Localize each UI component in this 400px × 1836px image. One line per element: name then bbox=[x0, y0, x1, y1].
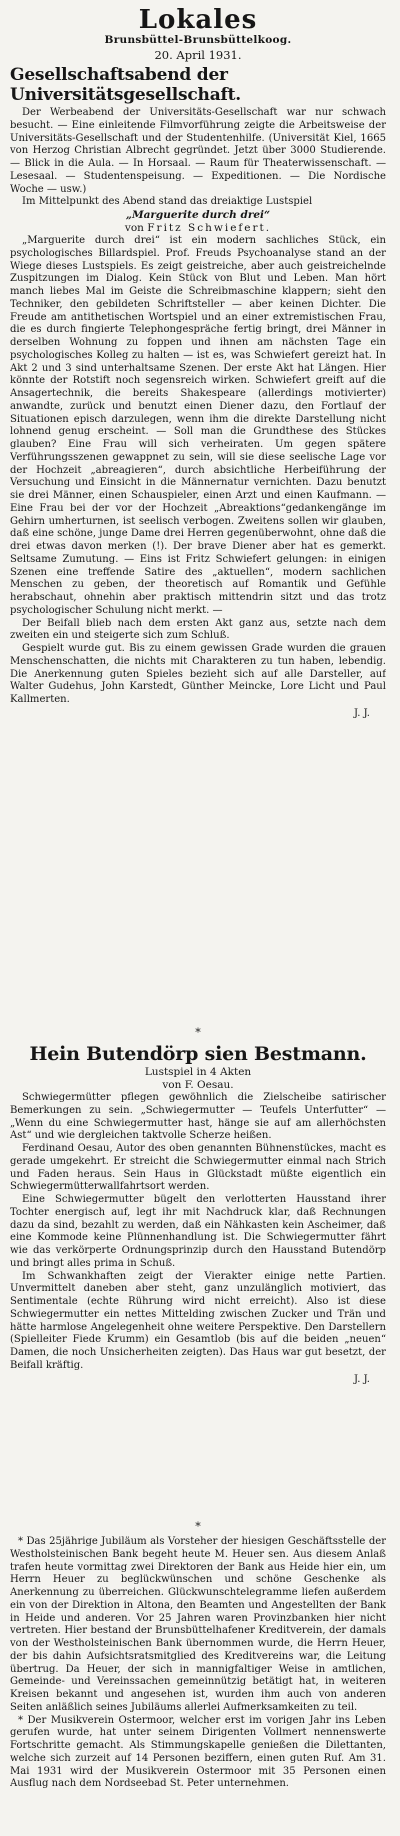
byline-prefix: von bbox=[124, 222, 144, 234]
article-paragraph: Ferdinand Oesau, Autor des oben genannten Bühnenstückes, macht es gerade umgekehrt. Er streicht die Schwiegermutter einmal nach Strich und Faden heraus. Sein Haus in Glückstadt müßte eigentlich ein Schwiegermütterwallfahrtsort werden. bbox=[10, 1143, 386, 1193]
article-universitaetsgesellschaft bbox=[10, 62, 386, 1024]
article-paragraph: Im Schwankhaften zeigt der Vierakter einige nette Partien. Unvermittelt daneben aber steht, ganz unzulänglich motiviert, das Sentimentale (echte Rührung wird nicht erreicht). Also ist diese Schwiegermutter ein nettes Mittelding zwischen Zucker und Trän und hätte harmlose Angelegenheit ohne weitere Perspektive. Den Darstellern (Spielleiter Fiede Krumm) ein Gesamtlob (bis auf die beiden „neuen“ Damen, die noch Unsicherheiten zeigten). Das Haus war gut besetzt, der Beifall kräftig. bbox=[10, 1270, 386, 1371]
article-paragraph: Eine Schwiegermutter bügelt den verlotterten Hausstand ihrer Tochter energisch auf, legt ihr mit Nachdruck klar, daß Rechnungen dazu da sind, bezahlt zu werden, daß ein Nähkasten kein Ascheimer, daß eine Kommode keine Plünnenhandlung ist. Die Schwiegermutter fährt wie das verkörperte Ordnungsprinzip durch den Hausstand Butendörp und bringt alles prima in Schuß. bbox=[10, 1194, 386, 1269]
article-paragraph: „Marguerite durch drei“ ist ein modern sachliches Stück, ein psychologisches Billardspiel. Prof. Freuds Psychoanalyse stand an der Wiege dieses Lustspiels. Es zeigt geistreiche, aber auch geistreichelnde Zuspitzungen im Dialog. Kein Stück von Blut und Leben. Man hört manch liebes Mal im Geiste die Schreibmaschine klappern; sieht den Techniker, den gebildeten Schriftsteller — aber keinen Dichter. Die Freude am antithetischen Wortspiel und an einer extremistischen Frau, die es durch fingierte Telephongespräche fertig bringt, drei Männer in derselben Wohnung zu foppen und ihnen am nächsten Tage ein psychologisches Kolleg zu halten — ist es, was Schwiefert gereizt hat. In Akt 2 und 3 sind unterhaltsame Szenen. Der erste Akt hat Längen. Hier könnte der Rotstift noch segensreich wirken. Schwiefert greift auf die Ansagertechnik, die bereits Shakespeare (allerdings motivierter) anwandte, zurück und benutzt einen Diener dazu, den Fortlauf der Situationen episch darzulegen, wenn ihm die direkte Darstellung nicht lohnend genug erscheint. — Soll man die Grundthese des Stückes glauben? Eine Frau will sich verheiraten. Um gegen spätere Verführungsszenen gewappnet zu sein, will sie diese seelische Lage vor der Hochzeit „abreagieren“, durch absichtliche Herbeiführung der Versuchung und Einsicht in die Männernatur vernichten. Dazu benutzt sie drei Männer, einen Schauspieler, einen Arzt und einen Kaufmann. — Eine Frau bei der vor der Hochzeit „Abreaktions“gedankengänge im Gehirn umherturnen, ist seelisch verbogen. Zweitens sollen wir glauben, daß eine schöne, junge Dame drei Herren gegenüberwohnt, ohne daß die drei etwas davon merken (!). Der brave Diener aber hat es gemerkt. Seltsame Zumutung. — Eins ist Fritz Schwiefert gelungen: in einigen Szenen eine treffende Satire des „aktuellen“, modern sachlichen Menschen zu geben, der theoretisch auf Romantik und Gefühle herabschaut, ohnehin aber praktisch mittendrin sitzt und das trotz psychologischer Schulung nicht merkt. — bbox=[10, 235, 386, 616]
article-headline: Gesellschaftsabend der Universitätsgesellschaft. bbox=[10, 65, 241, 105]
article-paragraph: Gespielt wurde gut. Bis zu einem gewissen Grade wurden die grauen Menschenschatten, die nichts mit Charakteren zu tun haben, lebendig. Die Anerkennung guten Spieles bezieht sich auf alle Darsteller, auf Walter Gudehus, John Karstedt, Günther Meincke, Lore Licht und Paul Kallmerten. bbox=[10, 643, 386, 705]
masthead bbox=[10, 6, 386, 62]
notice-musikverein: * Der Musikverein Ostermoor, welcher erst im vorigen Jahr ins Leben gerufen wurde, hat unter seinem Dirigenten Vollmert nennenswerte Fortschritte gemacht. Als Stimmungskapelle genießen die Dilettanten, welche sich zurzeit auf 14 Personen beziffern, einen guten Ruf. Am 31. Mai 1931 wird der Musikverein Ostermoor mit 35 Personen einen Ausflug nach dem Nordseebad St. Peter unternehmen. bbox=[10, 1714, 386, 1790]
play-byline bbox=[10, 222, 386, 235]
play-subtitle: Lustspiel in 4 Akten bbox=[144, 1066, 252, 1078]
author-signature: J. J. bbox=[353, 707, 370, 719]
article-paragraph: Der Werbeabend der Universitäts-Gesellschaft war nur schwach besucht. — Eine einleitende Filmvorführung zeigte die Arbeitsweise der Universitäts-Gesellschaft und der Studentenhilfe. (Universität Kiel, 1665 von Herzog Christian Albrecht gegründet. Jetzt über 3000 Studierende. — Blick in die Aula. — In Horsaal. — Raum für Theaterwissenschaft. — Lesesaal. — Studentenspeisung. — Expeditionen. — Die Nordische Woche — usw.) bbox=[10, 107, 386, 195]
article-paragraph: Schwiegermütter pflegen gewöhnlich die Zielscheibe satirischer Bemerkungen zu sein. „Schwiegermutter — Teufels Unterfutter“ — „Wenn du eine Schwiegermutter hast, hänge sie auf am allerhöchsten Ast“ und wie dergleichen taktvolle Scherze heißen. bbox=[10, 1092, 386, 1142]
divider-asterisk: * bbox=[195, 1026, 201, 1039]
article-paragraph: Im Mittelpunkt des Abend stand das dreiaktige Lustspiel bbox=[22, 196, 313, 208]
section-title: Lokales bbox=[138, 5, 258, 35]
article-headline: Hein Butendörp sien Bestmann. bbox=[29, 1043, 367, 1065]
article-butendoerp bbox=[10, 1042, 386, 1518]
locality-line: Brunsbüttel-Brunsbüttelkoog. bbox=[104, 34, 292, 46]
issue-date: 20. April 1931. bbox=[154, 48, 242, 62]
play-byline: von F. Oesau. bbox=[162, 1079, 234, 1091]
notice-bank-jubilee: * Das 25jährige Jubiläum als Vorsteher der hiesigen Geschäftsstelle der Westholsteinischen Bank begeht heute M. Heuer sen. Aus diesem Anlaß trafen heute vormittag zwei Direktoren der Bank aus Heide hier ein, um Herrn Heuer zu beglückwünschen und schöne Geschenke als Anerkennung zu überreichen. Glückwunschtelegramme liefen außerdem ein von der Direktion in Altona, den Beamten und Angestellten der Bank in Heide und anderen. Vor 25 Jahren waren Provinzbanken hier nicht vertreten. Hier bestand der Brunsbüttelhafener Kreditverein, der damals von der Westholsteinischen Bank übernommen wurde, die Herrn Heuer, der bis dahin Aufsichtsratsmitglied des Kreditvereins war, die Leitung übertrug. Da Heuer, der sich in mannigfaltiger Weise in amtlichen, Gemeinde- und Vereinssachen gemeinnützig betätigt hat, in weiteren Kreisen bekannt und angesehen ist, wurden ihm auch von anderen Seiten anläßlich seines Jubiläums allerlei Aufmerksamkeiten zu teil. bbox=[10, 1536, 386, 1713]
article-paragraph: Der Beifall blieb nach dem ersten Akt ganz aus, setzte nach dem zweiten ein und steigerte sich zum Schluß. bbox=[10, 617, 386, 642]
local-notices bbox=[10, 1536, 386, 1836]
author-signature: J. J. bbox=[353, 1373, 370, 1385]
play-author: Fritz Schwiefert. bbox=[147, 222, 272, 234]
play-title: „Marguerite durch drei“ bbox=[125, 209, 271, 221]
divider-asterisk: * bbox=[195, 1520, 201, 1533]
